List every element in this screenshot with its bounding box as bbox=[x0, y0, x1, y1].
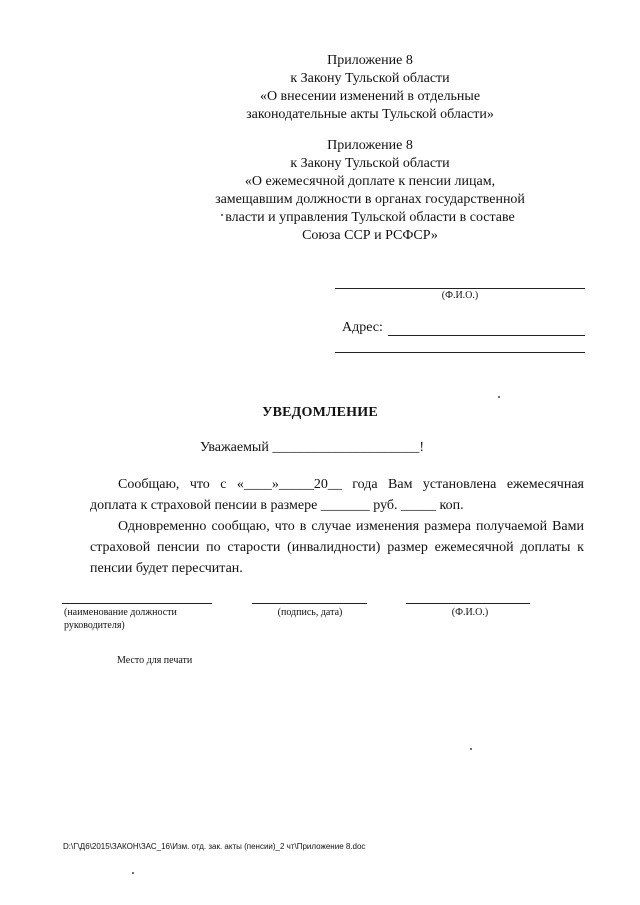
recipient-fio-line bbox=[335, 288, 585, 289]
appendix-header-original bbox=[200, 137, 540, 245]
paragraph-established-text: Сообщаю, что с «____»_____20__ года Вам установлена ежемесячная доплата к страховой пенсии в размере _______ руб. _____ коп. bbox=[90, 477, 584, 513]
signer-fio-line bbox=[406, 603, 530, 604]
appendix-law-title-1: «О ежемесячной доплате к пенсии лицам, bbox=[244, 174, 496, 189]
scan-speck bbox=[498, 396, 500, 398]
position-signature-line bbox=[62, 603, 212, 604]
appendix-number: Приложение 8 bbox=[327, 53, 413, 68]
appendix-law-ref: к Закону Тульской области bbox=[290, 156, 450, 171]
appendix-header-amendment bbox=[200, 52, 540, 124]
paragraph-established bbox=[90, 474, 584, 516]
recipient-fio-caption: (Ф.И.О.) bbox=[441, 290, 479, 301]
paragraph-recalculation bbox=[90, 516, 584, 579]
appendix-law-title-2: замещавшим должности в органах государственной bbox=[215, 192, 525, 207]
signer-fio-caption: (Ф.И.О.) bbox=[451, 607, 489, 618]
address-label: Адрес: bbox=[342, 320, 383, 335]
paragraph-recalculation-text: Одновременно сообщаю, что в случае изменения размера получаемой Вами страховой пенсии по старости (инвалидности) размер ежемесячной доплаты к пенсии будет пересчитан. bbox=[90, 519, 584, 576]
appendix-law-title-2: законодательные акты Тульской области» bbox=[246, 107, 494, 122]
signature-caption: (подпись, дата) bbox=[277, 607, 343, 618]
appendix-number: Приложение 8 bbox=[327, 138, 413, 153]
address-line bbox=[388, 335, 585, 336]
appendix-law-title-1: «О внесении изменений в отдельные bbox=[259, 89, 481, 104]
appendix-law-title-4: Союза ССР и РСФСР» bbox=[302, 228, 438, 243]
scan-speck bbox=[221, 214, 223, 216]
document-title: УВЕДОМЛЕНИЕ bbox=[262, 405, 378, 420]
address-line-continued bbox=[335, 352, 585, 353]
position-caption: (наименование должности руководителя) bbox=[64, 607, 177, 631]
scan-speck bbox=[132, 872, 134, 874]
greeting: Уважаемый _____________________! bbox=[200, 440, 424, 455]
scan-speck bbox=[470, 748, 472, 750]
file-path-footer: D:\Г\Д6\2015\ЗАКОН\ЗАС_16\Изм. отд. зак. акты (пенсии)_2 чт\Приложение 8.doc bbox=[63, 842, 366, 851]
signature-date-line bbox=[252, 603, 367, 604]
stamp-place: Место для печати bbox=[117, 655, 193, 666]
appendix-law-ref: к Закону Тульской области bbox=[290, 71, 450, 86]
appendix-law-title-3: власти и управления Тульской области в составе bbox=[225, 210, 515, 225]
